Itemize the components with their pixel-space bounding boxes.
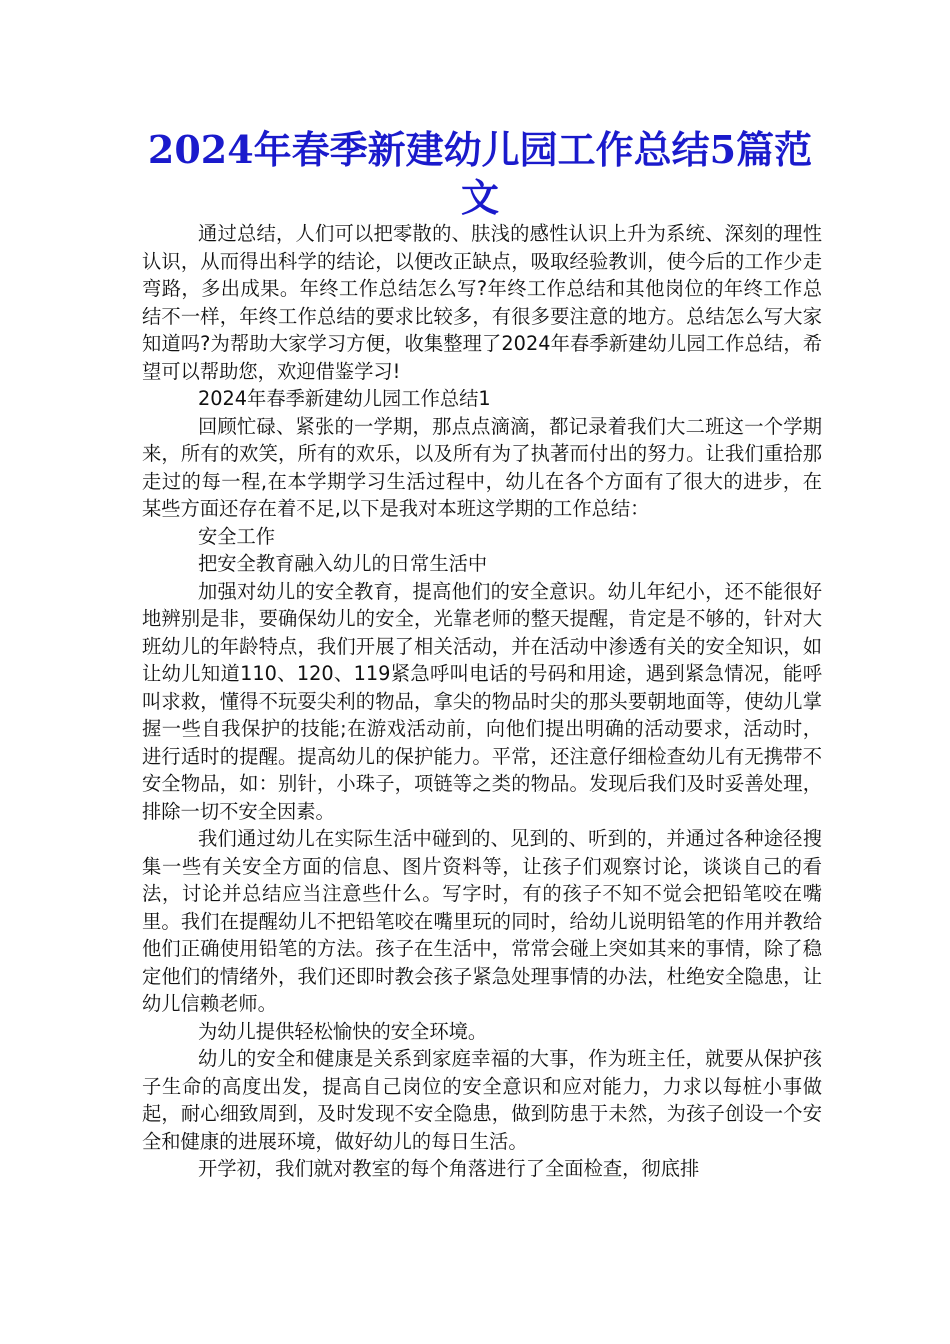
- paragraph-safety-education: 加强对幼儿的安全教育，提高他们的安全意识。幼儿年纪小，还不能很好地辨别是非，要确保幼儿的安全，光靠老师的整天提醒，肯定是不够的，针对大班幼儿的年龄特点，我们开展了相关活动，并在活动中渗透有关的安全知识，如让幼儿知道110、120、119紧急呼叫电话的号码和用途，遇到紧急情况，能呼叫求救，懂得不玩耍尖利的物品，拿尖的物品时尖的那头要朝地面等，使幼儿掌握一些自我保护的技能;在游戏活动前，向他们提出明确的活动要求，活动时，进行适时的提醒。提高幼儿的保护能力。平常，还注意仔细检查幼儿有无携带不安全物品，如：别针，小珠子，项链等之类的物品。发现后我们及时妥善处理，排除一切不安全因素。: [142, 579, 822, 823]
- paragraph-safe-environment: 幼儿的安全和健康是关系到家庭幸福的大事，作为班主任，就要从保护孩子生命的高度出发，提高自己岗位的安全意识和应对能力，力求以每桩小事做起，耐心细致周到，及时发现不安全隐患，做到防患于未然，为孩子创设一个安全和健康的进展环境，做好幼儿的每日生活。: [142, 1047, 822, 1153]
- subheading-safety-education: 把安全教育融入幼儿的日常生活中: [197, 552, 488, 575]
- subheading-safe-environment: 为幼儿提供轻松愉快的安全环境。: [197, 1019, 488, 1043]
- document-title: 2024年春季新建幼儿园工作总结5篇范文: [147, 127, 813, 220]
- paragraph-intro: 通过总结，人们可以把零散的、肤浅的感性认识上升为系统、深刻的理性认识，从而得出科学的结论，以便改正缺点，吸取经验教训，使今后的工作少走弯路，多出成果。年终工作总结怎么写?年终工作总结和其他岗位的年终工作总结不一样，年终工作总结的要求比较多，有很多要注意的地方。总结怎么写大家知道吗?为帮助大家学习方便，收集整理了2024年春季新建幼儿园工作总结，希望可以帮助您，欢迎借鉴学习!: [142, 222, 822, 383]
- document-body: [142, 220, 822, 1183]
- paragraph-classroom-check: 开学初，我们就对教室的每个角落进行了全面检查，彻底排: [197, 1157, 700, 1180]
- subheading-safety-work: 安全工作: [197, 524, 276, 548]
- paragraph-review: 回顾忙碌、紧张的一学期，那点点滴滴，都记录着我们大二班这一个学期来，所有的欢笑，所有的欢乐，以及所有为了执著而付出的努力。让我们重拾那走过的每一程,在本学期学习生活过程中，幼儿在各个方面有了很大的进步，在某些方面还存在着不足,以下是我对本班这学期的工作总结：: [142, 414, 822, 520]
- paragraph-safety-info: 我们通过幼儿在实际生活中碰到的、见到的、听到的，并通过各种途径搜集一些有关安全方面的信息、图片资料等，让孩子们观察讨论，谈谈自己的看法，讨论并总结应当注意些什么。写字时，有的孩子不知不觉会把铅笔咬在嘴里。我们在提醒幼儿不把铅笔咬在嘴里玩的同时，给幼儿说明铅笔的作用并教给他们正确使用铅笔的方法。孩子在生活中，常常会碰上突如其来的事情，除了稳定他们的情绪外，我们还即时教会孩子紧急处理事情的办法，杜绝安全隐患，让幼儿信赖老师。: [142, 827, 822, 1015]
- section-heading-1: 2024年春季新建幼儿园工作总结1: [197, 387, 491, 410]
